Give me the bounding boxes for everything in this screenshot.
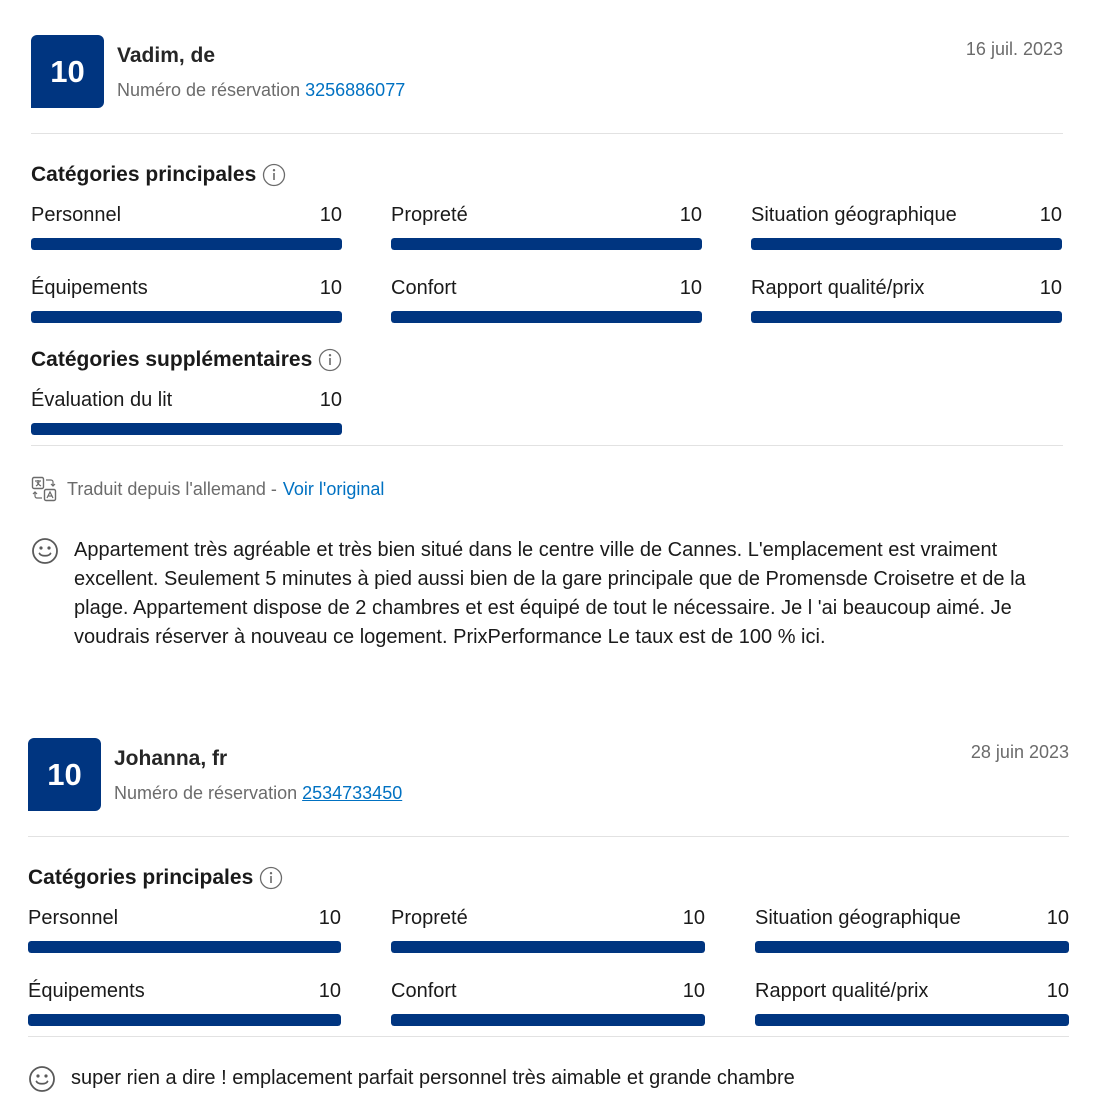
reviewer-name: Vadim, de [117,44,216,67]
category-label: Évaluation du lit [31,389,173,411]
category-score: 10 [318,980,341,1002]
translate-icon [31,476,57,502]
category-label: Confort [391,980,457,1002]
view-original-link[interactable]: Voir l'original [282,478,385,499]
category-item [391,277,702,350]
category-score-bar-fill [391,1014,705,1026]
category-score: 10 [319,389,342,411]
main-categories-heading [31,163,1063,187]
main-categories-grid [31,204,1063,350]
category-item [755,907,1069,980]
category-score-bar-fill [31,238,342,250]
category-item [391,980,705,1053]
review-comment-text: Appartement très agréable et très bien situé dans le centre ville de Cannes. L'emplacement est vraiment excellent. Seulement 5 minutes à pied aussi bien de la gare principale que de Promensde Croisetre et de la plage. Appartement dispose de 2 chambres et est équipé de tout le nécessaire. Je l 'ai beaucoup aimé. Je voudrais réserver à nouveau ce logement. PrixPerformance Le taux est de 100 % ici. [74,539,1026,648]
category-score: 10 [682,980,705,1002]
reviewer-name: Johanna, fr [114,747,228,770]
reservation-number-link[interactable]: 2534733450 [302,783,403,803]
category-score-bar [391,941,705,953]
divider [28,836,1069,837]
extra-categories-heading [31,348,1063,372]
category-score-bar [391,1014,705,1026]
review-comment-text: super rien a dire ! emplacement parfait personnel très aimable et grande chambre [71,1067,795,1089]
section-title-text: Catégories principales [28,866,254,889]
info-circle-icon[interactable] [318,348,342,372]
category-label: Propreté [391,204,468,226]
category-score-bar-fill [28,941,341,953]
review-date: 28 juin 2023 [970,742,1069,762]
category-score-bar-fill [31,311,342,323]
info-circle-icon[interactable] [262,163,286,187]
category-score-bar-fill [751,238,1062,250]
category-label: Rapport qualité/prix [755,980,929,1002]
category-item [391,204,702,277]
category-score-bar [31,423,342,435]
reservation-info [114,783,402,804]
category-score-bar-fill [391,238,702,250]
category-score: 10 [319,277,342,299]
category-score: 10 [319,204,342,226]
review-score-badge: 10 [28,738,101,811]
category-label: Confort [391,277,457,299]
category-score-bar-fill [31,423,342,435]
smiley-icon [31,537,59,565]
category-item [751,277,1062,350]
section-title-text: Catégories supplémentaires [31,348,313,371]
review-score-badge: 10 [31,35,104,108]
category-score: 10 [679,277,702,299]
category-score-bar [751,311,1062,323]
category-score-bar-fill [755,1014,1069,1026]
category-score-bar [755,1014,1069,1026]
category-label: Équipements [31,277,148,299]
category-item [28,980,341,1053]
category-score: 10 [1039,277,1062,299]
review-card [28,738,1069,1093]
category-score-bar-fill [751,311,1062,323]
review-comment [31,536,1063,652]
category-score-bar [31,311,342,323]
category-score: 10 [682,907,705,929]
review-header [31,35,1063,109]
category-item [31,204,342,277]
smiley-icon [28,1065,56,1093]
reservation-info [117,80,405,101]
main-categories-heading [28,866,1069,890]
category-score: 10 [318,907,341,929]
category-item [755,980,1069,1053]
category-score-bar-fill [391,941,705,953]
category-item [391,907,705,980]
section-title-text: Catégories principales [31,163,257,186]
category-label: Équipements [28,980,145,1002]
category-score-bar [28,941,341,953]
category-label: Rapport qualité/prix [751,277,925,299]
category-item [31,389,342,462]
category-score: 10 [1039,204,1062,226]
review-card [31,35,1063,652]
category-score: 10 [1046,980,1069,1002]
review-date: 16 juil. 2023 [965,39,1063,59]
review-header [28,738,1069,812]
category-label: Personnel [31,204,122,226]
review-comment [28,1064,1069,1093]
category-item [28,907,341,980]
category-label: Situation géographique [755,907,961,929]
category-label: Personnel [28,907,119,929]
category-item [751,204,1062,277]
translation-notice [31,476,1063,502]
category-label: Situation géographique [751,204,957,226]
info-circle-icon[interactable] [259,866,283,890]
category-score-bar [391,311,702,323]
category-score-bar-fill [755,941,1069,953]
category-score-bar-fill [28,1014,341,1026]
translation-text: Traduit depuis l'allemand - [67,478,277,499]
main-categories-grid [28,907,1069,1036]
category-score-bar [751,238,1062,250]
category-score: 10 [679,204,702,226]
category-score-bar [28,1014,341,1026]
category-score-bar [31,238,342,250]
category-score-bar-fill [391,311,702,323]
category-label: Propreté [391,907,468,929]
reservation-label: Numéro de réservation [114,783,298,803]
reservation-label: Numéro de réservation [117,80,301,100]
category-score-bar [755,941,1069,953]
divider [31,133,1063,134]
category-score-bar [391,238,702,250]
reservation-number-link[interactable]: 3256886077 [305,80,406,100]
category-score: 10 [1046,907,1069,929]
category-item [31,277,342,350]
extra-categories-grid [31,389,1063,445]
